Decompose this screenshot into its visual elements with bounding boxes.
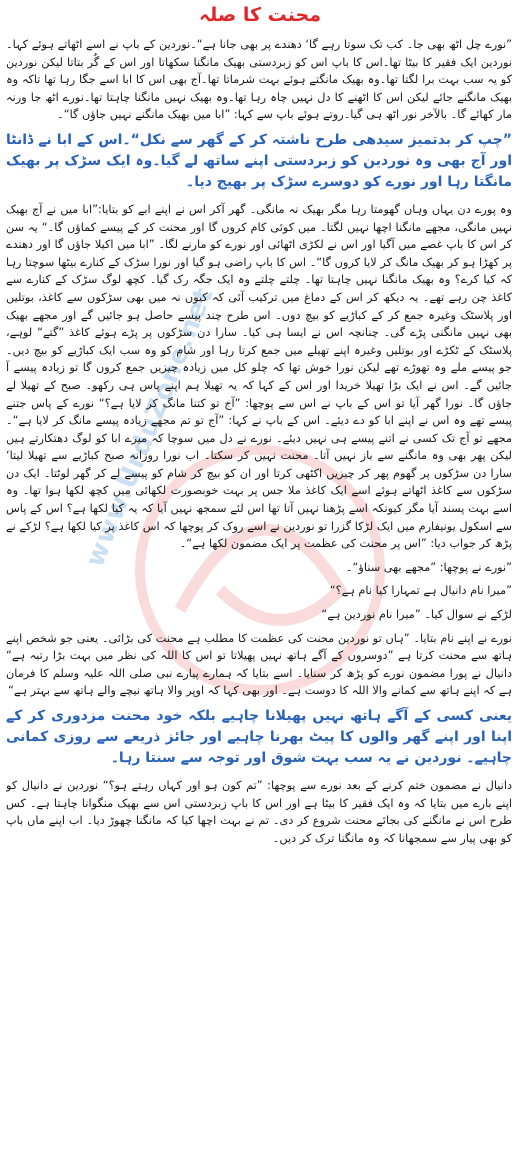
article-paragraph: دانیال نے مضمون ختم کرنے کے بعد نورے سے پوچھا: ”تم کون ہو اور کہاں رہتے ہو؟“ نوردین نے دانیال کو اپنے بارے میں بتایا کہ وہ ایک فقیر کا بیٹا ہے اور اس کا باپ زبردستی اس سے بھیک منگوانا چاہتا ہے۔ کس طرح اس نے مانگنے کی بجائے محنت شروع کر دی۔ تم نے بہت اچھا کیا کہ مانگنا چھوڑ دیا۔ اب اپنے ماں باپ کو بھی پیار سے سمجھانا کہ وہ مانگنا ترک کر دیں۔ [6, 779, 512, 845]
article-title: محنت کا صلہ [199, 4, 321, 26]
article-paragraph: ”نورے چل اٹھ بھی جا۔ کب تک سوتا رہے گا‘ دھندے پر بھی جانا ہے“۔نوردین کے باپ نے اسے اٹھاتے ہوئے کہا۔نوردین ایک فقیر کا بیٹا تھا۔اس کا باپ اس کو زبردستی بھیک مانگنا سکھاتا اور اس کے گُر بتاتا لیکن نوردین کو یہ سب بہت برا لگتا تھا۔وہ بھیک مانگتے ہوئے بہت شرماتا تھا۔آج بھی اس کا ابا اسے جگا رہا تھا تاکہ وہ بھیک مانگنے جائے لیکن اس کا اٹھنے کا دل نہیں چاہ رہا تھا۔وہ بھیک نہیں مانگنا چاہتا تھا۔نورے اٹھ جا ورنہ مار کھائے گا۔ بالآخر نور اٹھ ہی گیا۔روتے ہوئے باپ سے کہا: ”ابا میں بھیک مانگنے نہیں جاؤں گا“۔ [6, 38, 512, 122]
article-body [6, 36, 512, 1150]
article-paragraph: نورے نے اپنے نام بتایا۔ ”ہاں تو نوردین محنت کی عظمت کا مطلب ہے محنت کی بڑائی۔ یعنی جو شخص اپنے ہاتھ سے محنت کرتا ہے ”دوسروں کے آگے ہاتھ نہیں پھیلاتا تو اس کا اللہ کی نظر میں بہت بڑا رتبہ ہے“ دانیال نے پورا مضمون نورے کو پڑھ کر سنایا۔ اسے بتایا کہ ہمارے پیارے نبی صلی اللہ علیہ وسلم کا فرمان ہے کہ اپنے ہاتھ سے کمانے والا اللہ کا دوست ہے۔ اور بھی کہا کہ اوپر والا ہاتھ نیچے والے ہاتھ سے بہتر ہے“ [6, 631, 512, 698]
highlighted-paragraph: ”چپ کر بدتمیز سیدھی طرح ناشتہ کر کے گھر سے نکل“۔اس کے ابا نے ڈانٹا اور آج بھی وہ نوردین کو زبردستی اپنے ساتھ لے گیا۔وہ ایک سڑک پر بھیک مانگتا رہا اور نورے کو دوسرے سڑک پر بھیج دیا۔ [6, 131, 512, 190]
article-paragraph: ”میرا نام دانیال ہے تمہارا کیا نام ہے؟“ [329, 584, 512, 598]
watermark-text: www.UrduZone.net [80, 283, 220, 572]
article-paragraph: وہ پورے دن یہاں وہاں گھومتا رہا مگر بھیک نہ مانگی۔ گھر آکر اس نے اپنے ابے کو بتایا:”ابا میں نے آج بھیک نہیں مانگی، مجھے مانگنا اچھا نہیں لگتا۔ میں کوئی کام کروں گا اور محنت کر کے پیسے کماؤں گا۔“ یہ سن کر اس کا باپ غصے میں آگیا اور اس نے لکڑی اٹھائی اور نورے کو مارنے لگا۔ ”ابا میں اکیلا جاؤں گا اور دھندے پر کھڑا ہو کر بھیک مانگ کر لایا کروں گا“۔ اس کا باپ راضی ہو گیا اور نورا سڑک کے کنارے بیٹھا سوچتا رہا کہ کیا کرے؟ وہ بھیک مانگنا نہیں چاہتا تھا۔ چلتے چلتے وہ ایک جگہ رک گیا۔ کچھ لوگ سڑک کے کنارے سے کاغذ چن رہے تھے۔ یہ دیکھ کر اس کے دماغ میں ترکیب آئی کہ کیوں نہ میں بھی سڑکوں سے کاغذ، بوتلیں اور پلاسٹک وغیرہ جمع کر کے کباڑیے کو بیچ دوں۔ اس طرح چند پیسے حاصل ہو جائیں گے اور مجھے بھیک بھی نہیں مانگنی پڑے گی۔ چنانچہ اس نے ایسا ہی کیا۔ سارا دن سڑکوں پر پڑے ہوئے کاغذ ”گتے“ لوہے، پلاسٹک کے ٹکڑے اور بوتلیں وغیرہ اپنے تھیلے میں جمع کرتا رہا اور شام کو وہ سب ایک کباڑیے کو بیچ دیں۔ جو پیسے ملے وہ تھوڑے تھے لیکن نورا خوش تھا کہ چلو کل میں زیادہ چیزیں جمع کروں گا تو زیادہ پیسے آ جائیں گے۔ اس نے ایک بڑا تھیلا خریدا اور اس کے کہا کہ یہ تھیلا ہم اپنے پاس ہی رکھو۔ صبح کے تھیلا لے جاؤں گا۔ نورا گھر آیا تو اس کے باپ نے اس سے پوچھا: ”آج تو کتنا مانگ کر لایا ہے؟“ نورے کے پاس جتنے پیسے تھے وہ اس نے اپنے ابا کو دے دیئے۔ اس کے باپ نے کہا: ”آج تو تم مجھے زیادہ پیسے مانگ کر لایا ہے“۔ مجھے تو آج تک کسی نے اتنے پیسے ہی نہیں دیئے۔ نورے نے دل میں سوچا کہ میرے ابا کو لوگ دھتکارتے ہیں لیکن پھر بھی وہ مانگنے سے باز نہیں آتا۔ محنت نہیں کر سکتا۔ اب نورا روزانہ صبح کباڑیے سے تھیلا لیتا‘ سارا دن سڑکوں پر گھوم پھر کر چیزیں اکٹھی کرتا اور ان کو بیچ کر شام کو پیسے لے کر گھر لوٹتا۔ ایک دن سڑکوں سے کاغذ اٹھاتے ہوئے اسے ایک کاغذ ملا جس پر بہت خوبصورت لکھائی میں کچھ لکھا ہوا تھا۔ وہ اسے بہت پسند آیا مگر کیونکہ اسے پڑھنا نہیں آتا تھا اس لئے سمجھ نہیں آیا کہ یہ کیا لکھا ہے؟ اس کے پاس سے اسکول یونیفارم میں ایک لڑکا گزرا تو نوردین نے اسے روک کر پوچھا کہ اس کاغذ پر کیا لکھا ہے؟ لڑکے نے پڑھ کر جواب دیا: ”اس پر محنت کی عظمت پر ایک مضمون لکھا ہے“۔ [6, 202, 512, 551]
highlighted-paragraph: یعنی کسی کے آگے ہاتھ نہیں پھیلانا چاہیے بلکہ خود محنت مزدوری کر کے اپنا اور اپنے گھر والوں کا پیٹ بھرنا چاہیے اور جائز ذریعے سے روزی کمانی چاہیے۔ نوردین نے یہ سب بہت شوق اور توجہ سے سنتا رہا۔ [6, 708, 512, 766]
article-paragraph: لڑکے نے سوال کیا۔ ”میرا نام نوردین ہے“ [321, 608, 512, 622]
article-paragraph: ”نورے نے پوچھا: ”مجھے بھی سناؤ“۔ [345, 560, 512, 574]
